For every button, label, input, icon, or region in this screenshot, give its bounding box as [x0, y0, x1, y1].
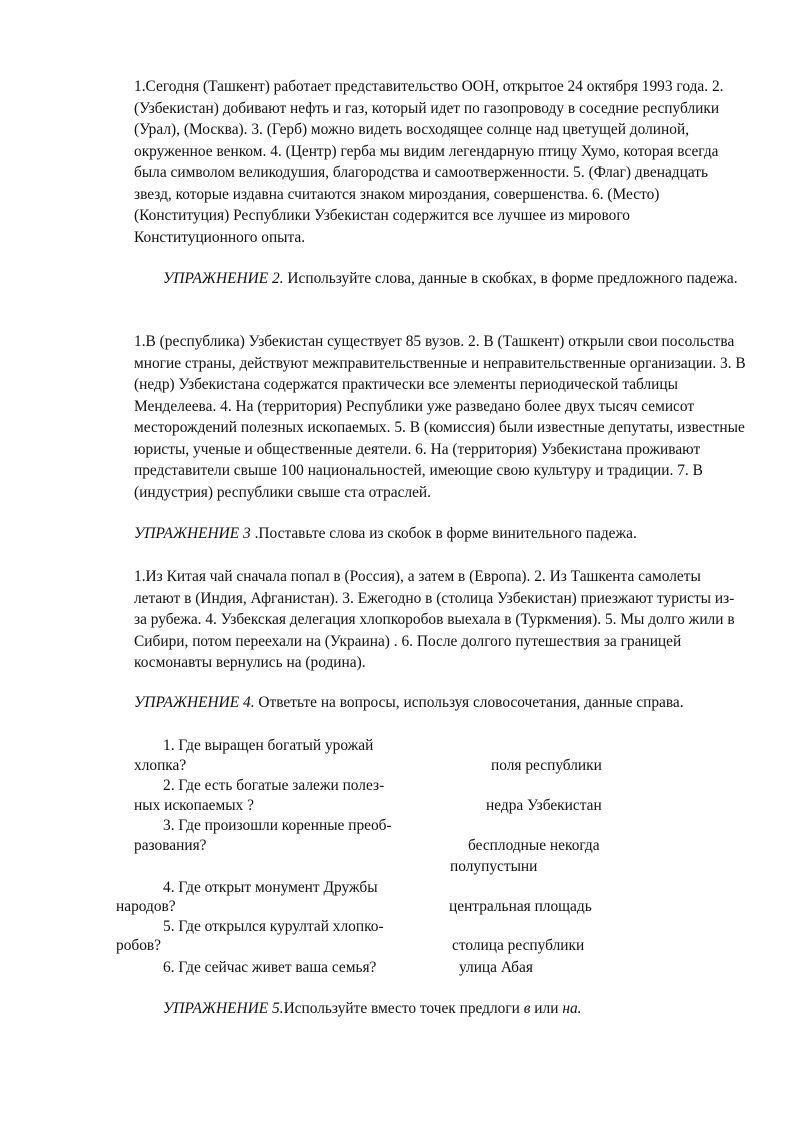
exercise-4-heading	[134, 692, 746, 714]
exercise-5-preposition-v: в	[523, 1000, 531, 1017]
question-5-line-2: робов?	[116, 937, 162, 954]
exercise-3-instruction: .Поставьте слова из скобок в форме винительного падежа.	[250, 525, 637, 542]
answer-4: центральная площадь	[449, 898, 592, 915]
exercise-5-preposition-na: на.	[562, 1000, 582, 1017]
exercise-2-text: 1.В (республика) Узбекистан существует 85 вузов. 2. В (Ташкент) открыли свои посольства многие страны, действуют межправительственные и неправительственные организации. 3. В (недр) Узбекистана содержатся практически все элементы периодической таблицы Менделеева. 4. На (территория) Республики уже разведано более двух тысяч семисот месторождений полезных ископаемых. 5. В (комиссия) были известные депутаты, известные юристы, ученые и общественные деятели. 6. На (территория) Узбекистана проживают представители свыше 100 национальностей, имеющие свою культуру и традиции. 7. В (индустрия) республики свыше ста отраслей.	[134, 333, 746, 501]
exercise-5-heading	[163, 998, 747, 1020]
exercise-4-instruction: Ответьте на вопросы, используя словосочетания, данные справа.	[254, 694, 684, 711]
exercise-2-heading	[163, 268, 747, 290]
question-1-line-1: 1. Где выращен богатый урожай	[163, 737, 374, 754]
answer-5: столица республики	[452, 937, 585, 954]
exercise-3-text: 1.Из Китая чай сначала попал в (Россия), а затем в (Европа). 2. Из Ташкента самолеты летают в (Индия, Афганистан). 3. Ежегодно в (столица Узбекистан) приезжают туристы из-за рубежа. 4. Узбекская делегация хлопкоробов выехала в (Туркмения). 5. Мы долго жили в Сибири, потом переехали на (Украина) . 6. После долгого путешествия за границей космонавты вернулись на (родина).	[134, 568, 735, 671]
question-5-line-1: 5. Где открылся курултай хлопко-	[163, 918, 384, 935]
exercise-2-instruction: Используйте слова, данные в скобках, в форме предложного падежа.	[283, 270, 738, 287]
exercise-5-instruction: Используйте вместо точек предлоги	[283, 1000, 524, 1017]
answer-6: улица Абая	[459, 959, 533, 976]
exercise-3-heading	[134, 523, 746, 545]
question-1-line-2: хлопка?	[134, 757, 187, 774]
question-2-line-2: ных ископаемых ?	[134, 797, 254, 814]
exercise-2-title: УПРАЖНЕНИЕ 2.	[163, 270, 284, 287]
exercise-3-title: УПРАЖНЕНИЕ 3	[134, 525, 251, 542]
question-4-line-2: народов?	[116, 898, 176, 915]
answer-3-line-2: полупустыни	[450, 858, 538, 875]
question-4-line-1: 4. Где открыт монумент Дружбы	[163, 879, 378, 896]
question-6: 6. Где сейчас живет ваша семья?	[163, 959, 377, 976]
exercise-4-title: УПРАЖНЕНИЕ 4.	[134, 694, 255, 711]
exercise-5-or: или	[530, 1000, 563, 1017]
question-3-line-1: 3. Где произошли коренные преоб-	[163, 817, 392, 834]
answer-3-line-1: бесплодные некогда	[468, 837, 600, 854]
question-2-line-1: 2. Где есть богатые залежи полез-	[163, 777, 385, 794]
exercise-1-text: 1.Сегодня (Ташкент) работает представительство ООН, открытое 24 октября 1993 года. 2. (Узбекистан) добивают нефть и газ, который идет по газопроводу в соседние республики (Урал), (Москва). 3. (Герб) можно видеть восходящее солнце над цветущей долиной, окруженное венком. 4. (Центр) герба мы видим легендарную птицу Хумо, которая всегда была символом великодушия, благородства и самоотверженности. 5. (Флаг) двенадцать звезд, которые издавна считаются знаком мироздания, совершенства. 6. (Место) (Конституция) Республики Узбекистан содержится все лучшее из мирового Конституционного опыта.	[134, 78, 724, 246]
question-3-line-2: разования?	[134, 837, 207, 854]
exercise-5-title: УПРАЖНЕНИЕ 5.	[163, 1000, 284, 1017]
answer-1: поля республики	[491, 757, 602, 774]
answer-2: недра Узбекистан	[486, 797, 602, 814]
